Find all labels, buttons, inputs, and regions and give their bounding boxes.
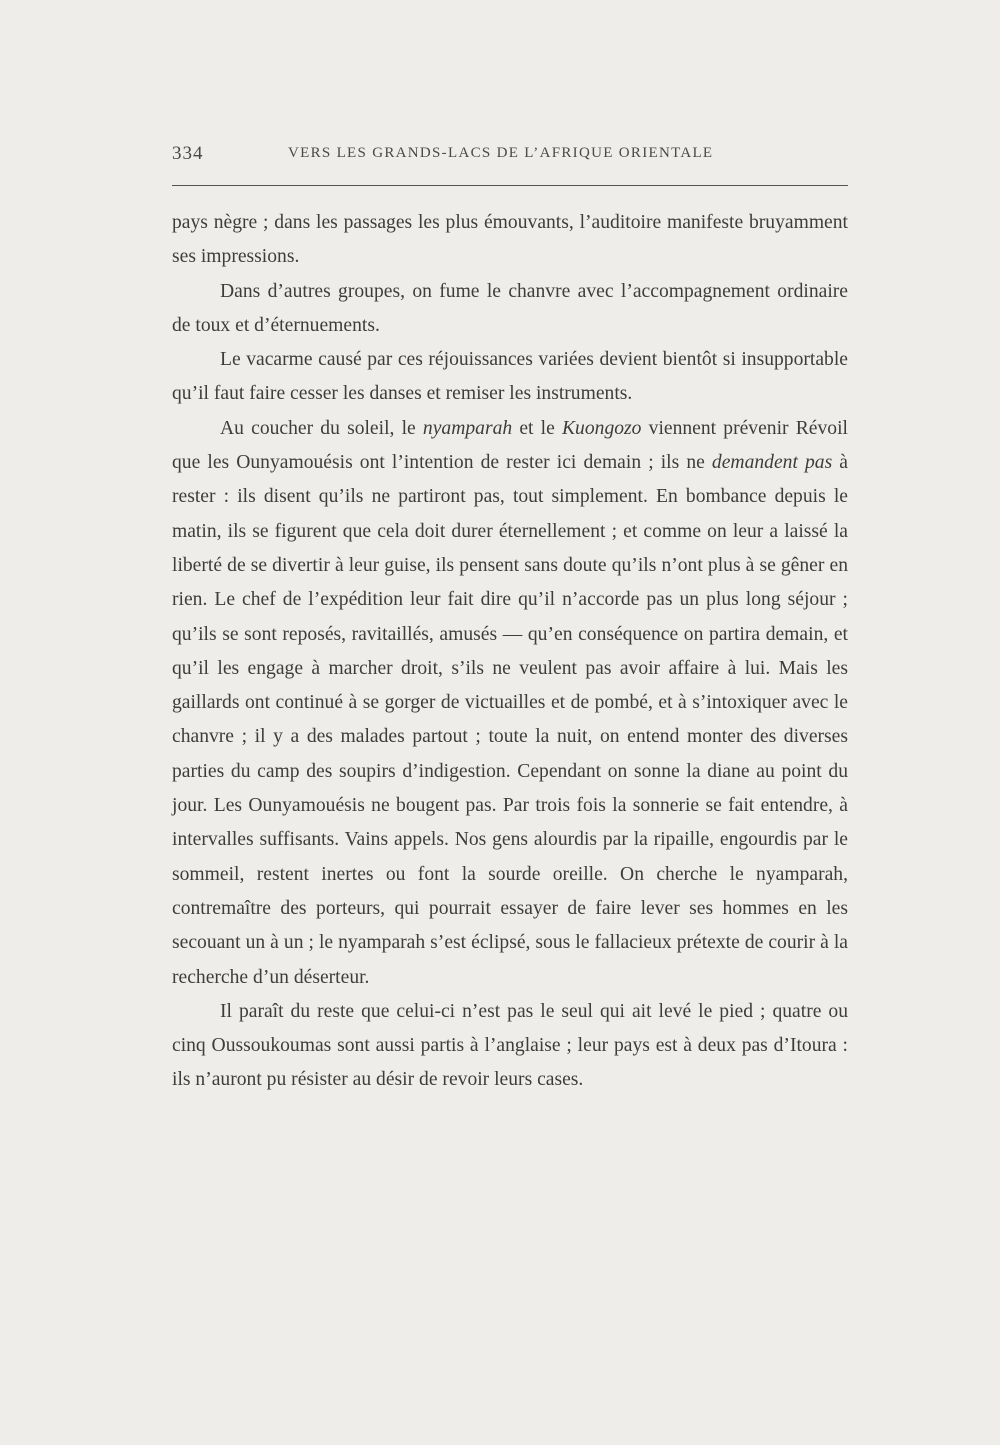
paragraph: Il paraît du reste que celui-ci n’est pas le seul qui ait levé le pied ; quatre ou cinq Oussoukoumas sont aussi partis à l’anglaise ; leur pays est à deux pas d’Itoura : ils n’auront pu résister au désir de revoir leurs cases. (172, 1000, 848, 1091)
text-run: à rester : ils disent qu’ils ne partiront pas, tout simplement. En bombance depuis le matin, ils se figurent que cela doit durer éternellement ; et comme on leur a laissé la liberté de se divertir à leur guise, ils pensent sans doute qu’ils n’ont plus à se gêner en rien. Le chef de l’expédition leur fait dire qu’il n’accorde pas un plus long séjour ; qu’ils se sont reposés, ravitaillés, amusés — qu’en conséquence on partira demain, et qu’il les engage à marcher droit, s’ils ne veulent pas avoir affaire à lui. Mais les gaillards ont continué à se gorger de victuailles et de pombé, et à s’intoxiquer avec le chanvre ; il y a des malades partout ; toute la nuit, on entend monter des diverses parties du camp des soupirs d’indigestion. Cependant on sonne la diane au point du jour. Les Ounyamouésis ne bougent pas. Par trois fois la sonnerie se fait entendre, à intervalles suffisants. Vains appels. Nos gens alourdis par la ripaille, engourdis par le sommeil, restent inertes ou font la sourde oreille. On cherche le nyamparah, contremaître des porteurs, qui pourrait essayer de faire lever ses hommes en les secouant un à un ; le nyamparah s’est éclipsé, sous le fallacieux prétexte de courir à la recherche d’un déserteur. (172, 452, 848, 988)
page-header (172, 143, 848, 167)
page-number: 334 (172, 143, 204, 164)
paragraph (172, 412, 848, 995)
text-run: viennent prévenir Révoil que les Ounyamouésis ont l’intention de rester ici demain ; ils ne (172, 417, 848, 474)
italic-term-kuongozo: Kuongozo (561, 417, 642, 439)
italic-term-nyamparah: nyamparah (422, 417, 513, 439)
paragraph-continued: pays nègre ; dans les passages les plus émouvants, l’auditoire manifeste bruyamment ses impressions. (172, 212, 848, 268)
running-title: VERS LES GRANDS-LACS DE L’AFRIQUE ORIENTALE (288, 145, 714, 161)
text-run: et le (512, 417, 562, 439)
paragraph: Dans d’autres groupes, on fume le chanvre avec l’accompagnement ordinaire de toux et d’éternuements. (172, 280, 848, 336)
body-text (172, 206, 848, 1098)
text-run: Au coucher du soleil, le (220, 417, 423, 439)
paragraph: Le vacarme causé par ces réjouissances variées devient bientôt si insupportable qu’il faut faire cesser les danses et remiser les instruments. (172, 349, 848, 405)
header-rule (172, 185, 848, 186)
italic-emphasis: demandent pas (711, 452, 833, 474)
